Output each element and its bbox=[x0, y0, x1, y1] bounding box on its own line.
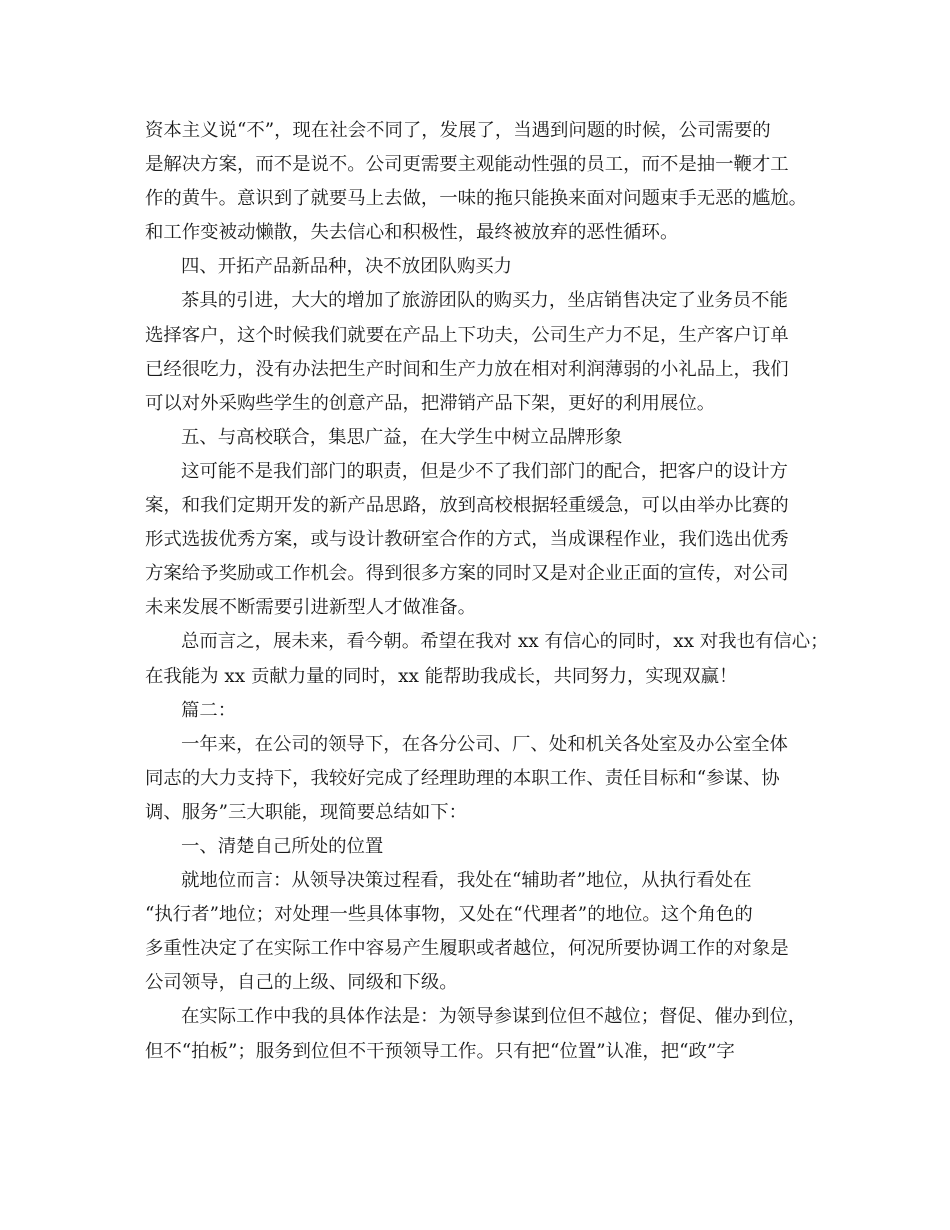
text-line: 在我能为 xx 贡献力量的同时，xx 能帮助我成长，共同努力，实现双赢！ bbox=[145, 665, 738, 687]
section-heading: 五、与高校联合，集思广益，在大学生中树立品牌形象 bbox=[181, 426, 623, 448]
text-line: 同志的大力支持下，我较好完成了经理助理的本职工作、责任目标和“参谋、协 bbox=[145, 767, 780, 789]
text-line: 形式选拔优秀方案，或与设计教研室合作的方式，当成课程作业，我们选出优秀 bbox=[145, 529, 789, 551]
text-line: 方案给予奖励或工作机会。得到很多方案的同时又是对企业正面的宣传，对公司 bbox=[145, 563, 789, 585]
section-heading: 一、清楚自己所处的位置 bbox=[181, 835, 384, 857]
text-line: 在实际工作中我的具体作法是：为领导参谋到位但不越位；督促、催办到位， bbox=[181, 1006, 807, 1028]
text-line: 公司领导，自己的上级、同级和下级。 bbox=[145, 972, 458, 994]
document-body bbox=[0, 114, 950, 1069]
text-line: 多重性决定了在实际工作中容易产生履职或者越位，何况所要协调工作的对象是 bbox=[145, 938, 789, 960]
text-line: 调、服务”三大职能，现简要总结如下： bbox=[145, 801, 468, 823]
text-line: 案，和我们定期开发的新产品思路，放到高校根据轻重缓急，可以由举办比赛的 bbox=[145, 495, 789, 517]
section-heading: 四、开拓产品新品种，决不放团队购买力 bbox=[181, 256, 513, 278]
text-line: 但不“拍板”；服务到位但不干预领导工作。只有把“位置”认准，把“政”字 bbox=[145, 1040, 735, 1062]
text-line: 未来发展不断需要引进新型人才做准备。 bbox=[145, 597, 477, 619]
text-line: 和工作变被动懒散，失去信心和积极性，最终被放弃的恶性循环。 bbox=[145, 222, 679, 244]
text-line: 一年来，在公司的领导下，在各分公司、厂、处和机关各处室及办公室全体 bbox=[181, 733, 788, 755]
text-line: 已经很吃力，没有办法把生产时间和生产力放在相对利润薄弱的小礼品上，我们 bbox=[145, 358, 789, 380]
text-line: 这可能不是我们部门的职责，但是少不了我们部门的配合，把客户的设计方 bbox=[181, 460, 788, 482]
section-heading: 篇二： bbox=[181, 699, 237, 721]
text-line: 就地位而言：从领导决策过程看，我处在“辅助者”地位，从执行看处在 bbox=[181, 870, 752, 892]
text-line: 总而言之，展未来，看今朝。希望在我对 xx 有信心的同时，xx 对我也有信心； bbox=[181, 631, 829, 653]
text-line: “执行者”地位；对处理一些具体事物，又处在“代理者”的地位。这个角色的 bbox=[145, 904, 753, 926]
text-line: 可以对外采购些学生的创意产品，把滞销产品下架，更好的利用展位。 bbox=[145, 392, 716, 414]
text-line: 选择客户，这个时候我们就要在产品上下功夫，公司生产力不足，生产客户订单 bbox=[145, 324, 789, 346]
text-line: 作的黄牛。意识到了就要马上去做，一味的拖只能换来面对问题束手无恶的尴尬。 bbox=[145, 188, 808, 210]
text-line: 资本主义说“不”，现在社会不同了，发展了，当遇到问题的时候，公司需要的 bbox=[145, 120, 771, 141]
text-line: 是解决方案，而不是说不。公司更需要主观能动性强的员工，而不是抽一鞭才工 bbox=[145, 154, 789, 176]
text-line: 茶具的引进，大大的增加了旅游团队的购买力，坐店销售决定了业务员不能 bbox=[181, 290, 788, 312]
